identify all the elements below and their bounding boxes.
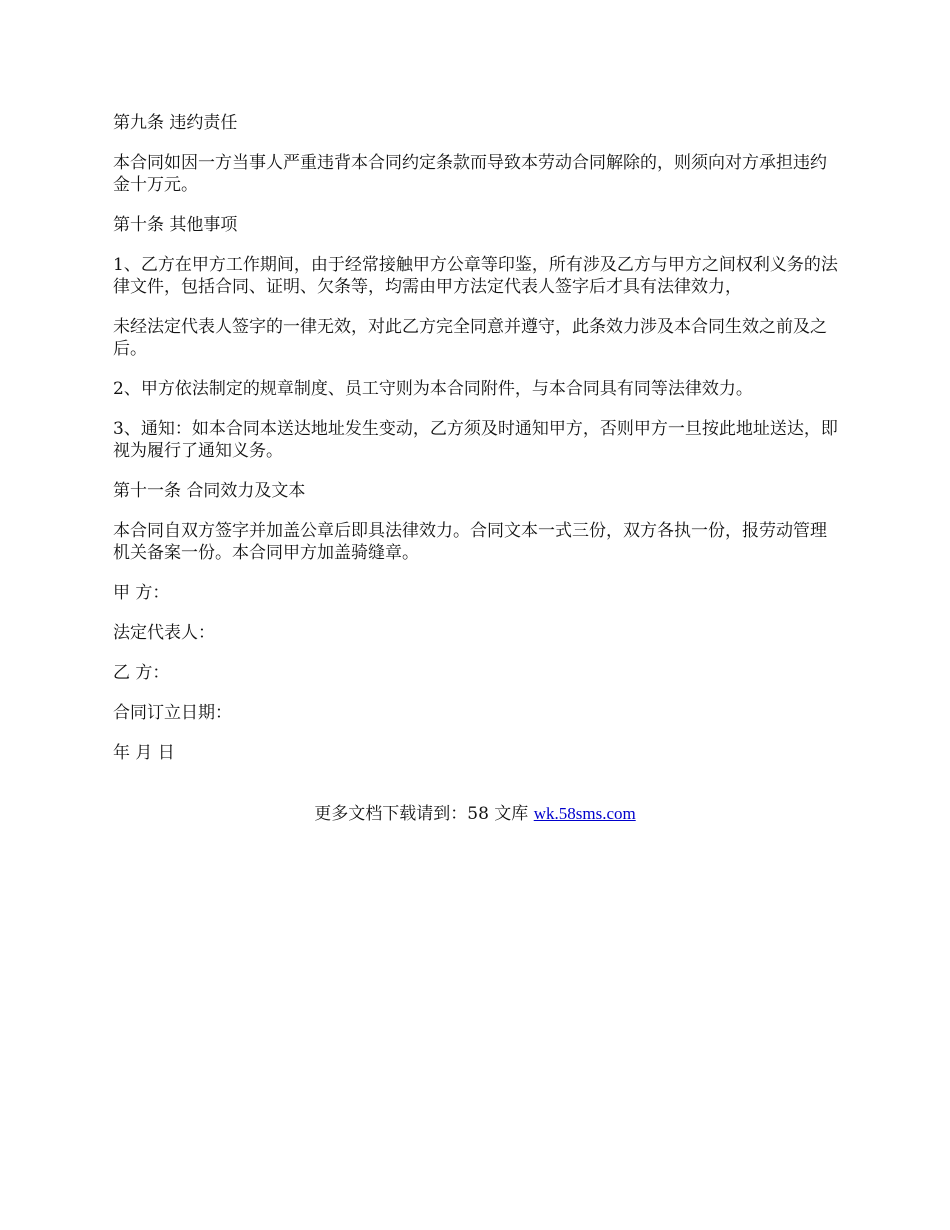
date-placeholder: 年 月 日	[113, 743, 175, 763]
paragraph: 3、通知：如本合同本送达地址发生变动，乙方须及时通知甲方，否则甲方一旦按此地址送达，即视为履行了通知义务。	[113, 419, 838, 461]
paragraph: 未经法定代表人签字的一律无效，对此乙方完全同意并遵守，此条效力涉及本合同生效之前及之后。	[113, 317, 827, 359]
paragraph: 2、甲方依法制定的规章制度、员工守则为本合同附件，与本合同具有同等法律效力。	[113, 379, 753, 399]
section-heading-9: 第九条 违约责任	[113, 113, 238, 133]
paragraph: 本合同自双方签字并加盖公章后即具法律效力。合同文本一式三份，双方各执一份，报劳动管理机关备案一份。本合同甲方加盖骑缝章。	[113, 521, 827, 563]
section-heading-11: 第十一条 合同效力及文本	[113, 481, 306, 501]
signature-party-a: 甲 方：	[113, 583, 170, 603]
footer-text: 更多文档下载请到：58 文库	[314, 804, 534, 824]
signature-party-b: 乙 方：	[113, 663, 170, 683]
footer-link[interactable]: wk.58sms.com	[533, 804, 636, 823]
paragraph: 1、乙方在甲方工作期间，由于经常接触甲方公章等印鉴，所有涉及乙方与甲方之间权利义务的法律文件，包括合同、证明、欠条等，均需由甲方法定代表人签字后才具有法律效力，	[113, 255, 838, 297]
document-body	[113, 112, 841, 782]
section-heading-10: 第十条 其他事项	[113, 215, 238, 235]
contract-date-label: 合同订立日期：	[113, 703, 232, 723]
paragraph: 本合同如因一方当事人严重违背本合同约定条款而导致本劳动合同解除的，则须向对方承担违约金十万元。	[113, 153, 827, 195]
signature-legal-representative: 法定代表人：	[113, 623, 215, 643]
footer	[0, 803, 950, 825]
